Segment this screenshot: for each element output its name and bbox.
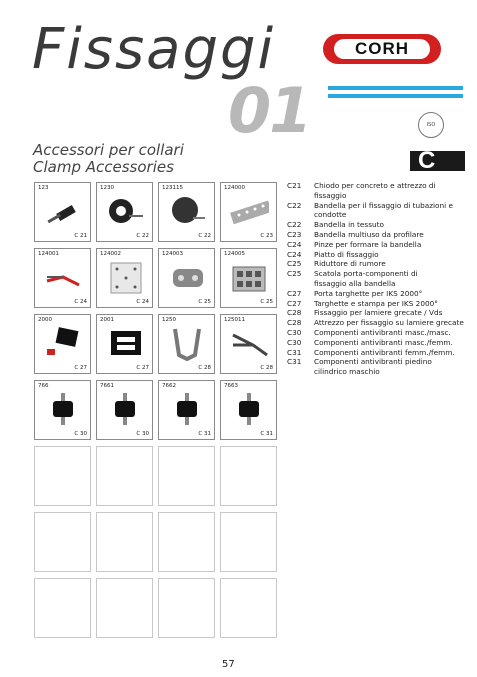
empty-cell xyxy=(96,512,153,572)
index-description: Componenti antivibranti piedino xyxy=(314,357,432,367)
index-code: C28 xyxy=(287,308,302,318)
product-code: 7662 xyxy=(162,383,176,389)
product-page-ref: C 30 xyxy=(74,431,87,437)
product-cell xyxy=(220,182,277,242)
antivibration-mount-icon xyxy=(229,391,269,429)
section-number: 01 xyxy=(228,74,311,147)
index-row xyxy=(287,279,467,289)
strap-roll-icon xyxy=(105,193,145,231)
product-code: 123115 xyxy=(162,185,183,191)
product-page-ref: C 31 xyxy=(260,431,273,437)
index-description: condotte xyxy=(314,210,347,220)
blue-rule-bottom xyxy=(328,94,463,98)
index-row xyxy=(287,308,467,318)
index-code: C28 xyxy=(287,318,302,328)
index-code: C30 xyxy=(287,337,302,347)
index-description: Fissaggio per lamiere grecate / Vds xyxy=(314,308,443,318)
product-cell xyxy=(34,182,91,242)
subtitle-english: Clamp Accessories xyxy=(33,158,174,176)
product-cell xyxy=(220,380,277,440)
product-cell xyxy=(158,182,215,242)
index-row xyxy=(287,181,467,201)
index-code: C22 xyxy=(287,220,302,230)
product-page-ref: C 23 xyxy=(260,233,273,239)
index-description: Riduttore di rumore xyxy=(314,259,386,269)
empty-cell xyxy=(96,578,153,638)
index-description: Bandella multiuso da profilare xyxy=(314,229,424,239)
index-description: Chiodo per concreto e attrezzo di fissaggio xyxy=(314,181,436,200)
index-description: Componenti antivibranti masc./masc. xyxy=(314,327,451,337)
index-code: C30 xyxy=(287,327,302,337)
index-description: Attrezzo per fissaggio su lamiere grecate xyxy=(314,318,464,328)
product-code: 125011 xyxy=(224,317,245,323)
index-row xyxy=(287,230,467,240)
certification-seal-icon: ISO xyxy=(418,112,444,138)
product-code: 124000 xyxy=(224,185,245,191)
empty-cell xyxy=(220,512,277,572)
noise-reducer-icon xyxy=(167,259,207,297)
index-description: Pinze per formare la bandella xyxy=(314,239,422,249)
index-code: C21 xyxy=(287,181,302,190)
index-code xyxy=(287,367,314,377)
empty-cell xyxy=(34,512,91,572)
index-description: fissaggio alla bandella xyxy=(314,278,396,288)
index-code: C27 xyxy=(287,288,302,298)
antivibration-mount-icon xyxy=(43,391,83,429)
product-cell xyxy=(158,248,215,308)
empty-cell xyxy=(220,578,277,638)
logo-text: CORH xyxy=(334,39,430,59)
product-cell xyxy=(96,248,153,308)
product-cell xyxy=(220,314,277,374)
empty-cell xyxy=(34,578,91,638)
product-code: 766 xyxy=(38,383,49,389)
label-holder-icon xyxy=(43,325,83,363)
product-code: 124003 xyxy=(162,251,183,257)
index-row xyxy=(287,318,467,328)
index-code: C24 xyxy=(287,249,302,259)
index-code: C31 xyxy=(287,357,302,367)
empty-cell xyxy=(158,512,215,572)
product-page-ref: C 30 xyxy=(136,431,149,437)
product-code: 7661 xyxy=(100,383,114,389)
product-cell xyxy=(96,182,153,242)
pliers-icon xyxy=(43,259,83,297)
index-code xyxy=(287,279,314,289)
product-code: 2001 xyxy=(100,317,114,323)
index-code: C25 xyxy=(287,269,302,279)
product-page-ref: C 22 xyxy=(136,233,149,239)
product-code: 1250 xyxy=(162,317,176,323)
index-code: C22 xyxy=(287,200,302,210)
subtitle-italian: Accessori per collari xyxy=(33,141,184,159)
index-description: Targhette e stampa per IKS 2000° xyxy=(314,298,438,308)
empty-cell xyxy=(158,578,215,638)
product-cell xyxy=(220,248,277,308)
index-code: C24 xyxy=(287,239,302,249)
product-code: 1230 xyxy=(100,185,114,191)
product-index xyxy=(287,181,467,377)
empty-cell xyxy=(220,446,277,506)
index-row xyxy=(287,250,467,260)
index-description: cilindrico maschio xyxy=(314,367,380,377)
index-row xyxy=(287,328,467,338)
product-page-ref: C 24 xyxy=(74,299,87,305)
index-code: C25 xyxy=(287,259,302,269)
index-row xyxy=(287,367,467,377)
empty-cell xyxy=(158,446,215,506)
index-row xyxy=(287,289,467,299)
antivibration-mount-icon xyxy=(167,391,207,429)
index-row xyxy=(287,240,467,250)
fabric-disc-icon xyxy=(167,193,207,231)
empty-cell xyxy=(96,446,153,506)
index-description: Scatola porta-componenti di xyxy=(314,269,418,279)
fixing-plate-icon xyxy=(105,259,145,297)
index-description: Piatto di fissaggio xyxy=(314,249,379,259)
blue-rule-top xyxy=(328,86,463,90)
product-page-ref: C 24 xyxy=(136,299,149,305)
index-code: C27 xyxy=(287,298,302,308)
antivibration-mount-icon xyxy=(105,391,145,429)
index-row xyxy=(287,269,467,279)
index-row xyxy=(287,338,467,348)
product-page-ref: C 25 xyxy=(198,299,211,305)
index-description: Componenti antivibranti femm./femm. xyxy=(314,347,455,357)
fixing-tool-icon xyxy=(43,193,83,231)
label-stamp-icon xyxy=(105,325,145,363)
product-cell xyxy=(96,314,153,374)
product-cell xyxy=(34,314,91,374)
product-cell xyxy=(34,248,91,308)
product-cell xyxy=(158,314,215,374)
index-row xyxy=(287,201,467,211)
product-code: 124001 xyxy=(38,251,59,257)
product-cell xyxy=(34,380,91,440)
product-page-ref: C 27 xyxy=(74,365,87,371)
index-description: Bandella in tessuto xyxy=(314,220,384,230)
index-row xyxy=(287,210,467,220)
index-row xyxy=(287,220,467,230)
index-row xyxy=(287,357,467,367)
index-description: Bandella per il fissaggio di tubazioni e xyxy=(314,200,453,210)
product-code: 123 xyxy=(38,185,49,191)
index-description: Porta targhette per IKS 2000° xyxy=(314,288,423,298)
bracket-icon xyxy=(167,325,207,363)
page-title: Fissaggi xyxy=(32,17,276,82)
product-cell xyxy=(158,380,215,440)
index-code: C23 xyxy=(287,229,302,239)
perforated-strip-icon xyxy=(229,193,269,231)
index-row xyxy=(287,299,467,309)
section-letter: C xyxy=(418,147,436,174)
index-code xyxy=(287,210,314,220)
product-page-ref: C 28 xyxy=(198,365,211,371)
product-page-ref: C 22 xyxy=(198,233,211,239)
page-number: 57 xyxy=(222,659,235,670)
index-row xyxy=(287,348,467,358)
product-cell xyxy=(96,380,153,440)
product-code: 2000 xyxy=(38,317,52,323)
empty-cell xyxy=(34,446,91,506)
product-code: 7663 xyxy=(224,383,238,389)
product-code: 124002 xyxy=(100,251,121,257)
corh-logo xyxy=(323,34,441,64)
index-description: Componenti antivibranti masc./femm. xyxy=(314,337,453,347)
product-page-ref: C 28 xyxy=(260,365,273,371)
product-page-ref: C 27 xyxy=(136,365,149,371)
riveting-pliers-icon xyxy=(229,325,269,363)
product-code: 124005 xyxy=(224,251,245,257)
product-page-ref: C 25 xyxy=(260,299,273,305)
product-page-ref: C 21 xyxy=(74,233,87,239)
index-row xyxy=(287,259,467,269)
index-code: C31 xyxy=(287,347,302,357)
product-page-ref: C 31 xyxy=(198,431,211,437)
component-box-icon xyxy=(229,259,269,297)
